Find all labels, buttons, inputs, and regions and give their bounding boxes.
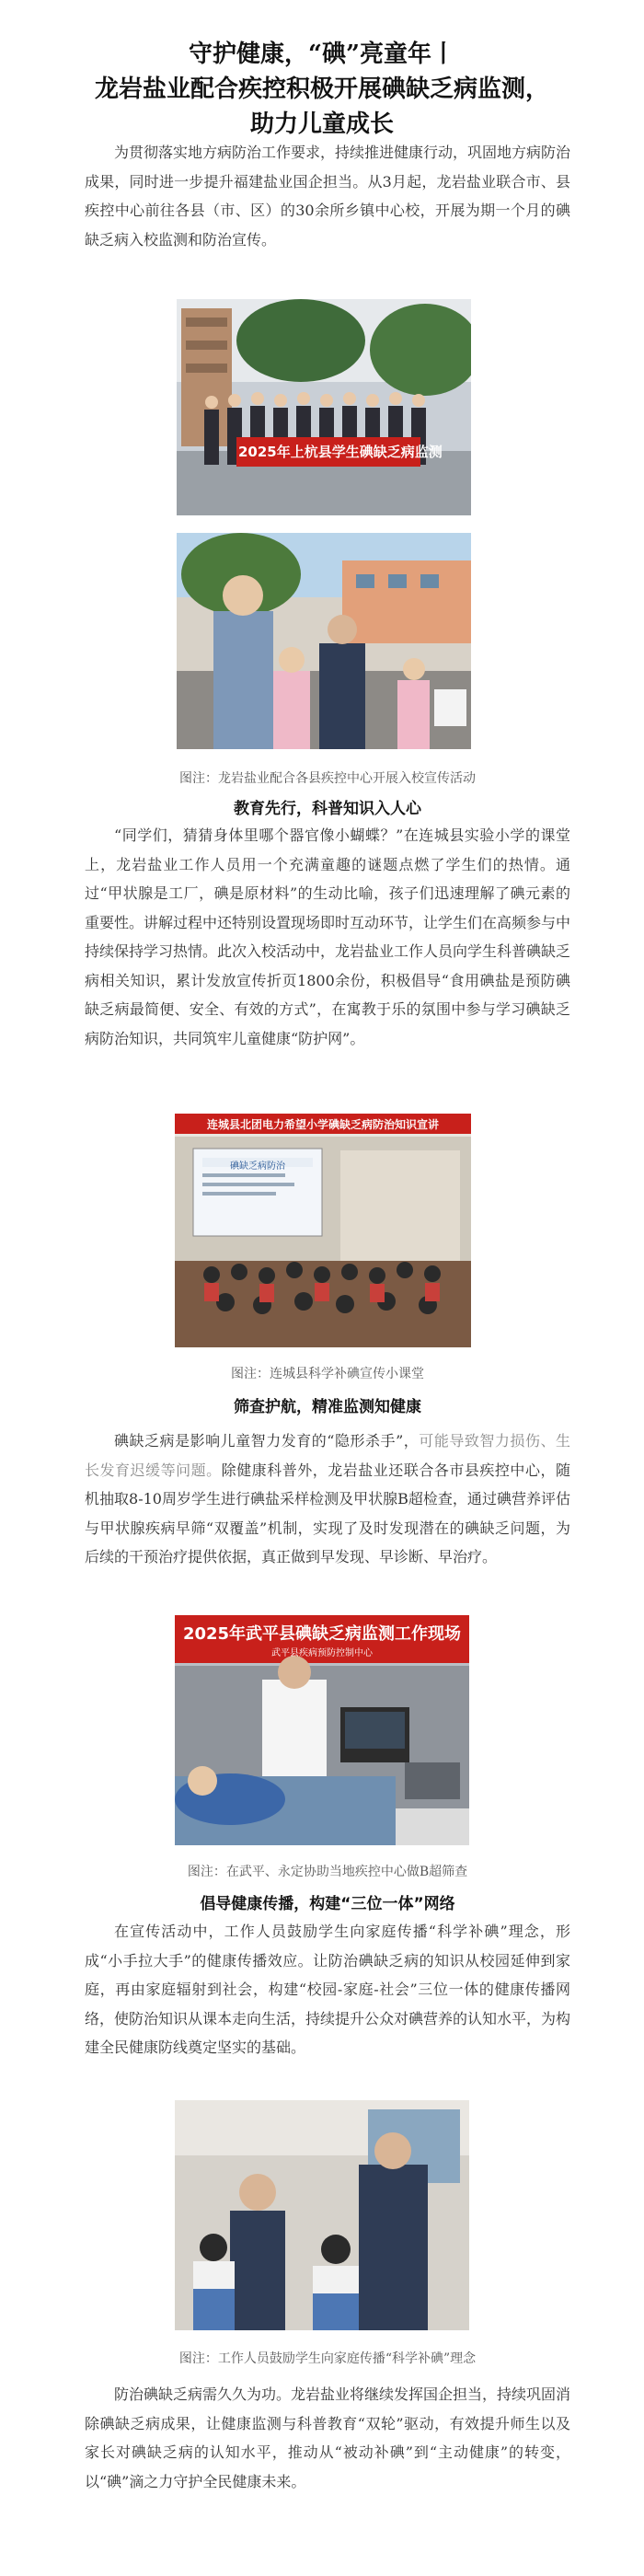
- section-2-heading: 筛查护航，精准监测知健康: [234, 1398, 421, 1416]
- caption-2: 图注：连城县科学补碘宣传小课堂: [231, 1367, 424, 1381]
- section-2-text-b: 除健康科普外，龙岩盐业还联合各市县疾控中心，随机抽取8-10周岁学生进行碘盐采样检测及甲状腺B超检查，通过碘营养评估与甲状腺疾病早筛“双覆盖”机制，实现了及时发现潜在的碘缺乏问题，为后续的干预治疗提供依据，真正做到早发现、早诊断、早治疗。: [85, 1461, 570, 1565]
- section-2-text-a: 碘缺乏病是影响儿童智力发育的“隐形杀手”，: [114, 1432, 420, 1450]
- intro-paragraph: 为贯彻落实地方病防治工作要求，持续推进健康行动，巩固地方病防治成果，同时进一步提升福建盐业国企担当。从3月起，龙岩盐业联合市、县疾控中心前往各县（市、区）的30余所乡镇中心校，开展为期一个月的碘缺乏病入校监测和防治宣传。: [85, 144, 571, 248]
- photo-classroom: [175, 1114, 471, 1347]
- photo2-screen-title: 碘缺乏病防治: [230, 1161, 285, 1172]
- section-2-paragraph: [85, 1427, 570, 1572]
- photo-staff-students: [175, 2100, 469, 2330]
- caption-1: 图注：龙岩盐业配合各县疾控中心开展入校宣传活动: [179, 771, 476, 786]
- photo2-banner-text: 连城县北团电力希望小学碘缺乏病防治知识宣讲: [206, 1118, 439, 1131]
- closing-paragraph: 防治碘缺乏病需久久为功。龙岩盐业将继续发挥国企担当，持续巩固消除碘缺乏病成果，让健康监测与科普教育“双轮”驱动，有效提升师生以及家长对碘缺乏病的认知水平，推动从“被动补碘”到“主动健康”的转变，以“碘”滴之力守护全民健康未来。: [85, 2385, 571, 2490]
- title-line-1: 守护健康，“碘”亮童年丨: [189, 40, 455, 68]
- section-1-heading: 教育先行，科普知识入人心: [234, 800, 421, 818]
- section-3-paragraph: 在宣传活动中，工作人员鼓励学生向家庭传播“科学补碘”理念，形成“小手拉大手”的健康传播效应。让防治碘缺乏病的知识从校园延伸到家庭，再由家庭辐射到社会，构建“校园-家庭-社会”三位一体的健康传播网络，使防治知识从课本走向生活，持续提升公众对碘营养的认知水平，为构建全民健康防线奠定坚实的基础。: [85, 1923, 571, 2056]
- photo-staff-with-children: [177, 533, 471, 749]
- title-line-3: 助力儿童成长: [249, 110, 394, 138]
- section-1-paragraph: “同学们，猜猜身体里哪个器官像小蝴蝶？”在连城县实验小学的课堂上，龙岩盐业工作人员用一个充满童趣的谜题点燃了学生们的热情。通过“甲状腺是工厂，碘是原材料”的生动比喻，孩子们迅速理解了碘元素的重要性。讲解过程中还特别设置现场即时互动环节，让学生们在高频参与中持续保持学习热情。此次入校活动中，龙岩盐业工作人员向学生科普碘缺乏病相关知识，累计发放宣传折页1800余份，积极倡导“食用碘盐是预防碘缺乏病最简便、安全、有效的方式”，在寓教于乐的氛围中参与学习碘缺乏病防治知识，共同筑牢儿童健康“防护网”。: [85, 826, 571, 1047]
- section-3-heading: 倡导健康传播，构建“三位一体”网络: [200, 1895, 455, 1913]
- section-2-text-grey: 可能导致智力损伤、生长发育迟缓等问题。: [85, 1432, 570, 1479]
- photo3-banner-sub: 武平县疾病预防控制中心: [271, 1648, 373, 1658]
- photo-group-banner: [177, 299, 471, 515]
- title-line-2: 龙岩盐业配合疾控积极开展碘缺乏病监测，: [94, 75, 549, 103]
- photo1-banner-text: 2025年上杭县学生碘缺乏病监测: [238, 444, 443, 460]
- article-title: [55, 37, 589, 142]
- photo-ultrasound-screening: [175, 1615, 469, 1845]
- caption-3: 图注：在武平、永定协助当地疾控中心做B超筛查: [187, 1865, 468, 1879]
- caption-4: 图注：工作人员鼓励学生向家庭传播“科学补碘”理念: [178, 2351, 477, 2366]
- photo3-banner-main: 2025年武平县碘缺乏病监测工作现场: [182, 1624, 462, 1644]
